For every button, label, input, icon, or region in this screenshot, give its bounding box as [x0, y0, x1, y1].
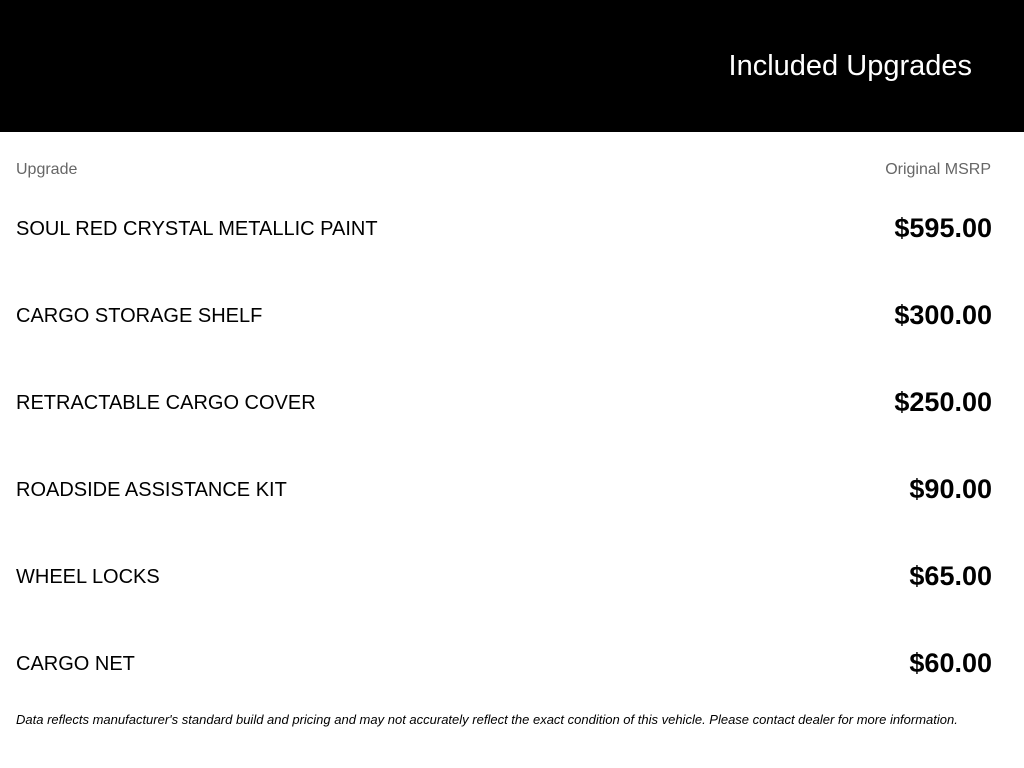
column-header-upgrade: Upgrade	[16, 161, 78, 178]
table-row	[16, 459, 992, 546]
upgrade-price: $65.00	[909, 561, 992, 591]
disclaimer-text: Data reflects manufacturer's standard build and pricing and may not accurately reflect the exact condition of this vehicle. Please contact dealer for more information.	[16, 712, 958, 727]
upgrade-price: $300.00	[894, 300, 992, 330]
page-title: Included Upgrades	[728, 50, 972, 82]
table-column-headers	[16, 160, 991, 180]
upgrade-name: CARGO STORAGE SHELF	[16, 305, 263, 327]
upgrade-name: SOUL RED CRYSTAL METALLIC PAINT	[16, 218, 378, 240]
upgrades-list	[16, 198, 992, 720]
table-row	[16, 285, 992, 372]
table-row	[16, 546, 992, 633]
column-header-msrp: Original MSRP	[885, 161, 991, 178]
upgrade-name: ROADSIDE ASSISTANCE KIT	[16, 479, 287, 501]
upgrade-price: $250.00	[894, 387, 992, 417]
upgrade-name: CARGO NET	[16, 653, 135, 675]
page-header	[0, 0, 1024, 132]
table-row	[16, 633, 992, 720]
upgrade-name: WHEEL LOCKS	[16, 566, 160, 588]
upgrade-price: $595.00	[894, 213, 992, 243]
upgrade-price: $60.00	[909, 648, 992, 678]
upgrade-name: RETRACTABLE CARGO COVER	[16, 392, 316, 414]
upgrade-price: $90.00	[909, 474, 992, 504]
table-row	[16, 198, 992, 285]
table-row	[16, 372, 992, 459]
